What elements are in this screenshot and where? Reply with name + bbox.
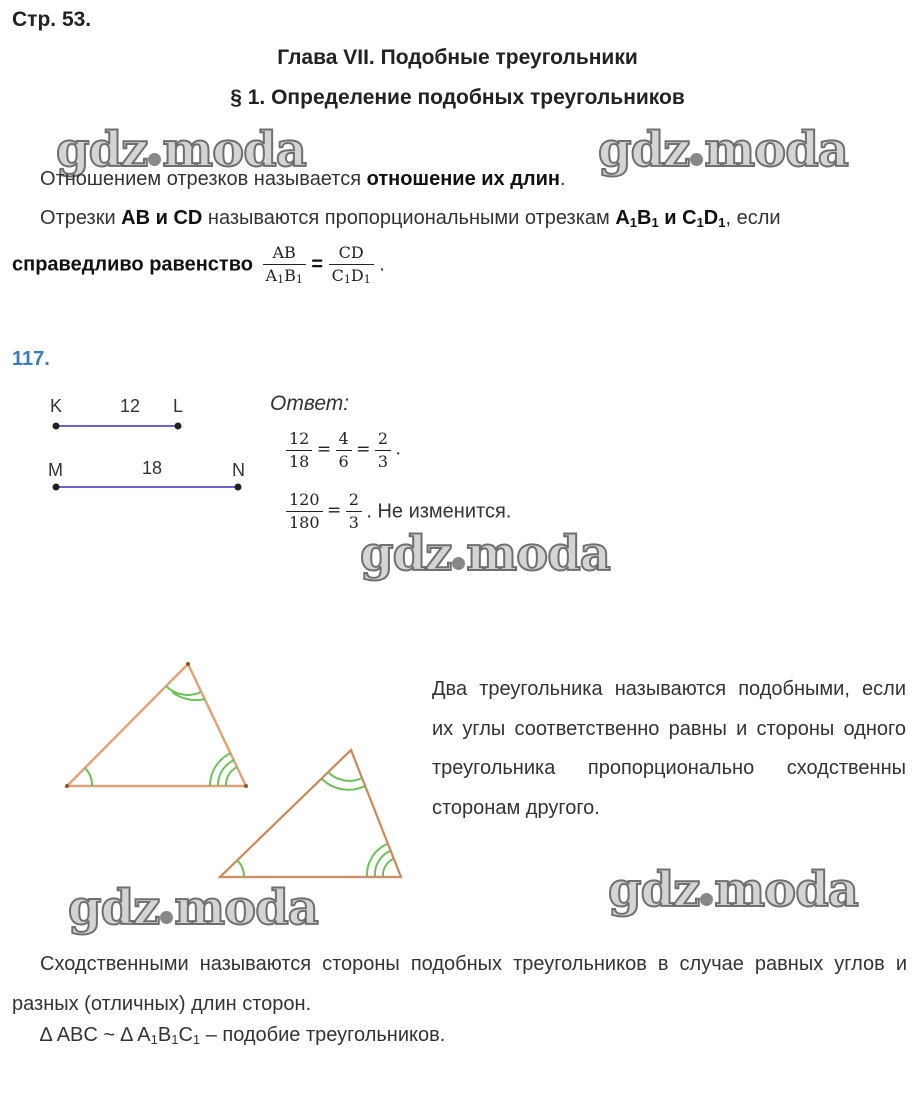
angle-arc-triple [383,859,393,877]
point-n-label: N [232,460,245,480]
equality-bold: справедливо равенство [12,253,253,276]
answer-no-change: . Не изменится. [366,500,512,523]
fraction-2-3: $\frac{2}{3}$ [346,489,362,534]
equals-sign: = [311,253,324,276]
chapter-title: Глава VII. Подобные треугольники [277,46,638,69]
fraction-12-18: $\frac{12}{18}$ [286,428,312,473]
segments-figure [0,0,300,520]
answer-line-1 [286,428,401,473]
triangle-1 [65,662,248,788]
angle-arc-double [328,772,362,781]
angle-arc-triple [226,767,237,786]
watermark-logo: gdz moda [598,122,848,178]
corresponding-sides-definition [12,944,907,1024]
point-l-label: L [173,396,184,416]
segment-mn-length: 18 [142,458,163,478]
point-n [235,484,242,491]
equals-sign: = [316,439,332,460]
task-number: 117. [12,348,50,370]
prop-text-g: , если [725,207,781,229]
equality-end: . [379,253,385,276]
answer-label: Ответ: [270,392,350,415]
prop-text-c: называются пропорциональными отрезкам [202,207,616,229]
similarity-notation: ∆ ABC ~ ∆ $A_1B_1C_1$ – подобие треугольников. [40,1024,446,1047]
point-k [53,423,60,430]
similar-triangles-figure [0,640,420,900]
similarity-definition: Два треугольника называются подобными, если их углы соответственно равны и стороны одного треугольника пропорционально сходственны сторонам другого. [432,678,906,819]
answer-line-2 [286,489,511,534]
answer-line-1-end: . [395,439,401,460]
ratio-text: Отношением отрезков называется [40,168,367,190]
prop-text-a: Отрезки [40,207,122,229]
section-title: § 1. Определение подобных треугольников [230,86,685,109]
watermark-logo: gdz moda [360,526,610,582]
watermark-logo: gdz moda [608,862,858,918]
point-m [53,484,60,491]
point-k-label: K [50,396,63,416]
equals-sign: = [356,439,371,460]
fraction-120-180: $\frac{120}{180}$ [286,489,323,534]
watermark-logo: gdz moda [56,122,306,178]
triangle-2 [220,750,401,877]
angle-arc-double [166,686,201,695]
page-number: Стр. 53. [12,8,92,31]
fraction-ab: $\frac{AB}{A_1B_1}$ [263,242,306,287]
prop-bold-a1b1: $A_1B_1$ и $C_1D_1$ [615,207,726,230]
angle-arc-single [85,768,92,786]
fraction-2-3: $\frac{2}{3}$ [375,428,391,473]
point-m-label: M [48,460,63,480]
angle-arc-triple [210,753,231,786]
point-l [175,423,182,430]
corresponding-sides-text: Сходственными называются стороны подобных треугольников в случае равных углов и разных (отличных) длин сторон. [12,953,907,1015]
ratio-bold: отношение их длин [366,168,561,190]
fraction-4-6: $\frac{4}{6}$ [336,428,352,473]
ratio-end: . [560,168,566,190]
watermark-logo: gdz moda [68,880,318,936]
angle-arc-single [237,860,244,877]
segment-kl-length: 12 [120,396,141,416]
fraction-cd: $\frac{CD}{C_1D_1}$ [329,242,374,287]
equals-sign: = [327,500,342,521]
prop-bold-ab-cd: AB и CD [121,207,203,229]
